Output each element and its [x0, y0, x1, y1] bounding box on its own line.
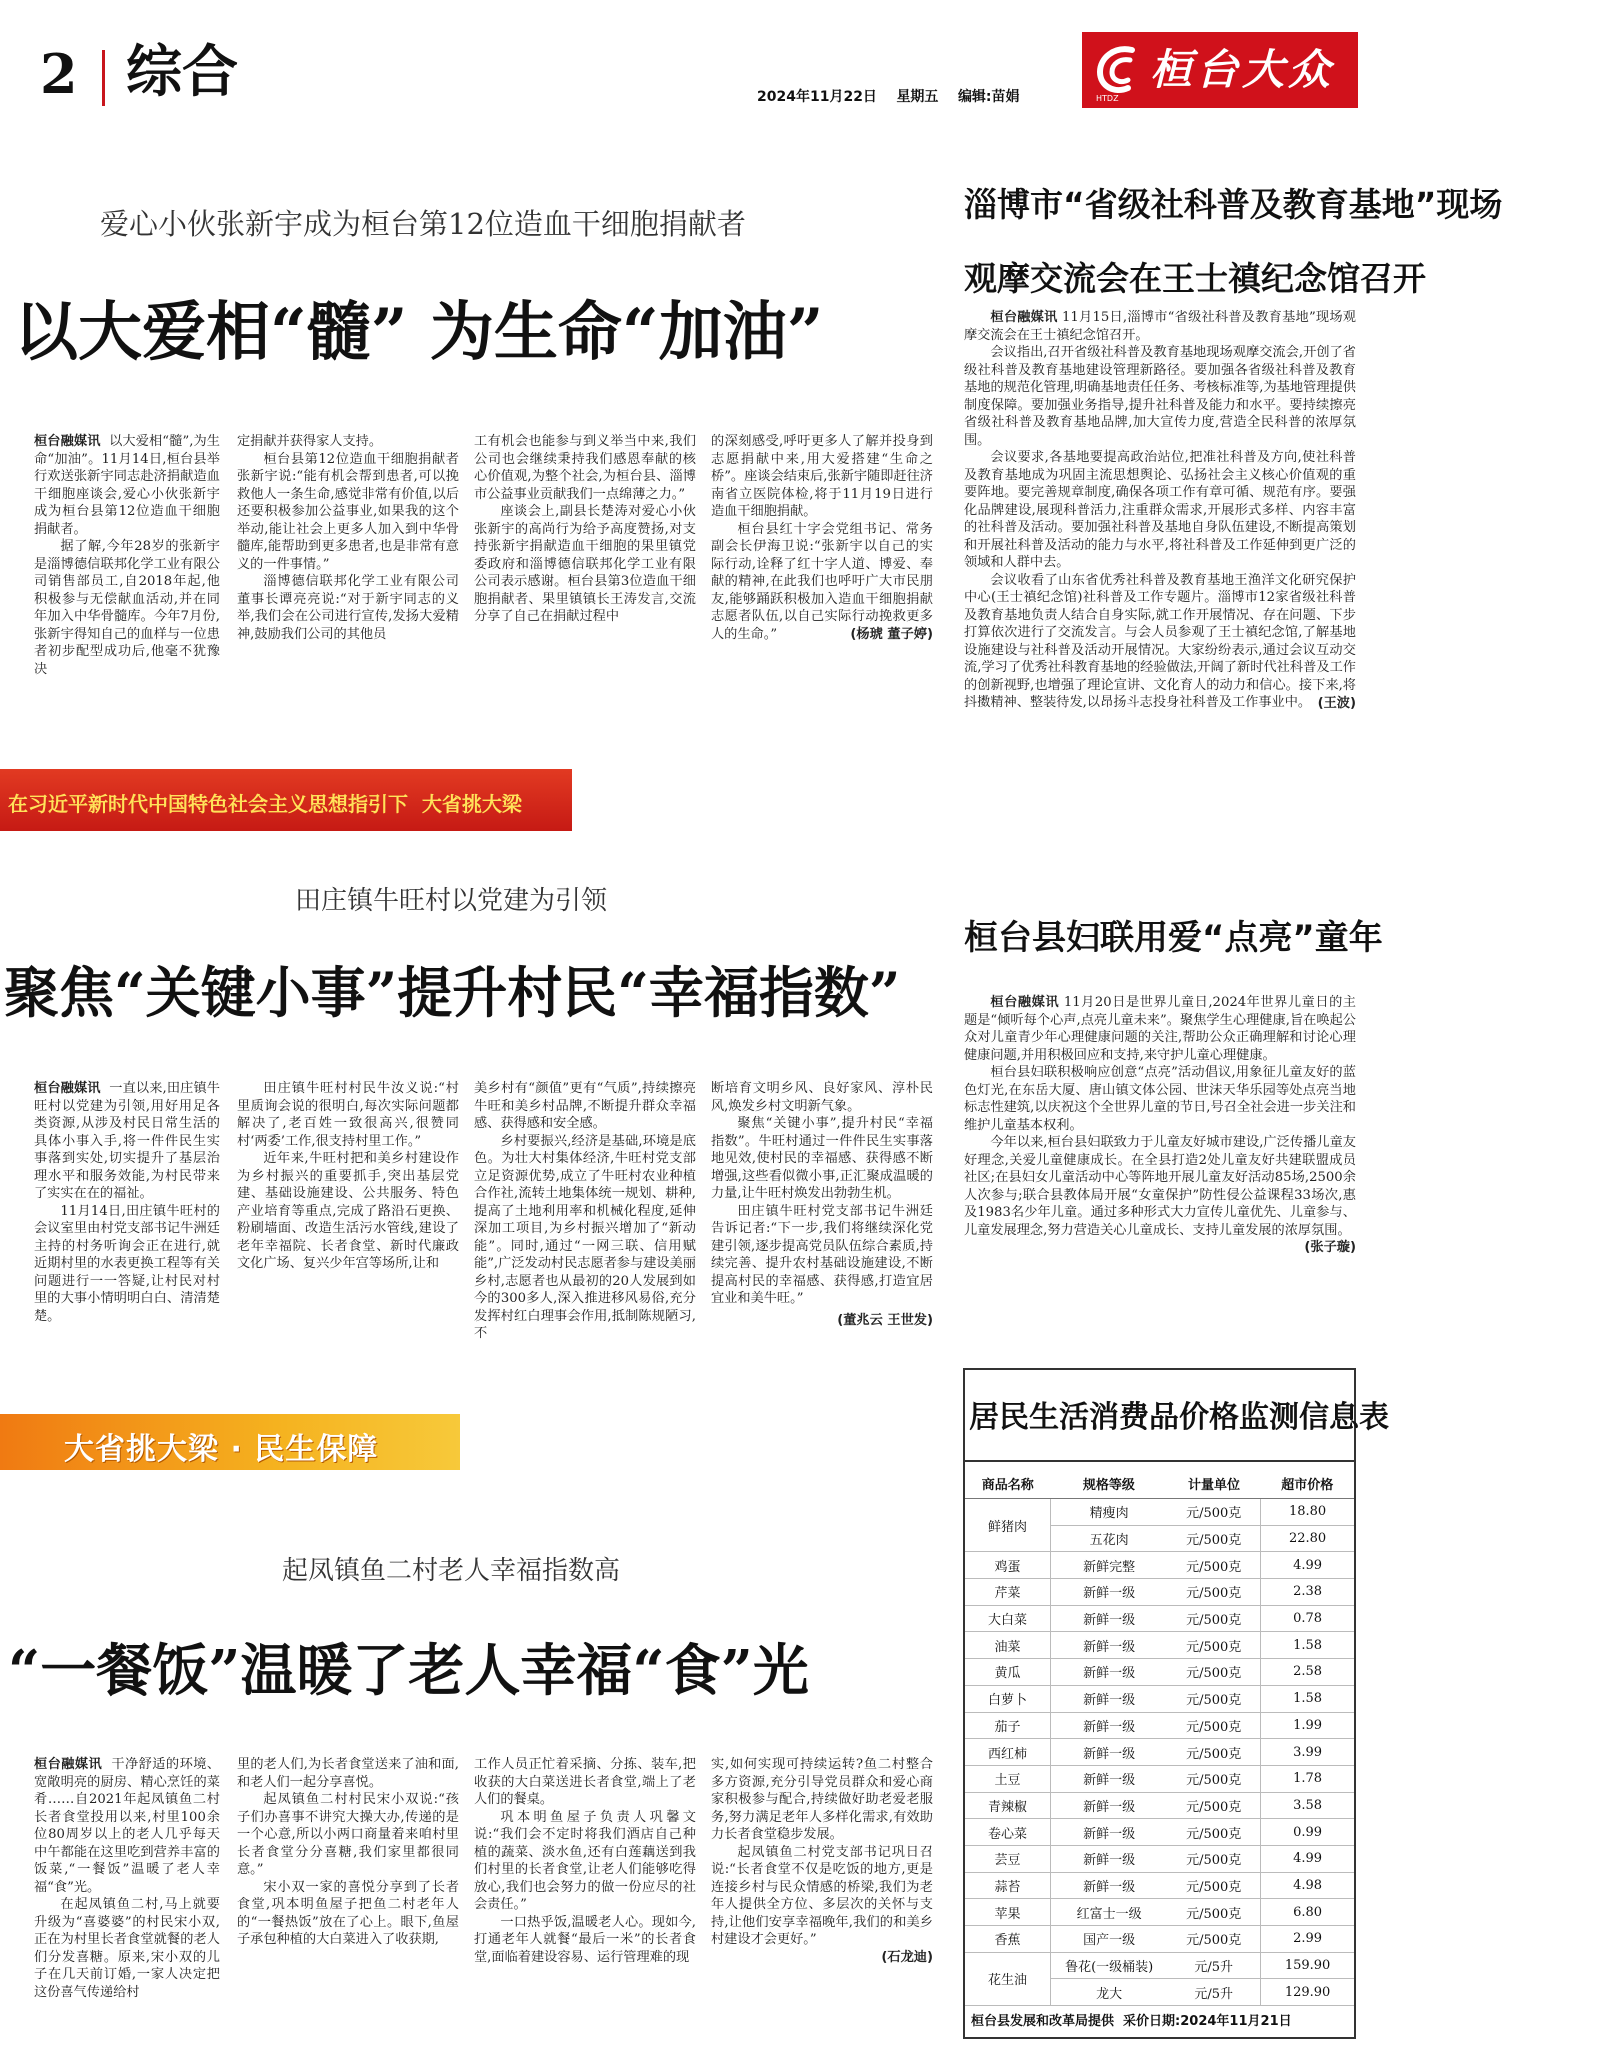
table-row: [965, 1845, 1354, 1872]
item-unit: 元/500克: [1167, 1872, 1260, 1899]
article3-para: 一口热乎饭,温暖老人心。现如今,打通老年人就餐“最后一米”的长者食堂,面临着建设容易、运行管理难的现: [474, 1914, 696, 1965]
table-row: [965, 1579, 1354, 1606]
item-price: 1.58: [1261, 1685, 1354, 1712]
price-table: [965, 1468, 1354, 2006]
article3-para: 里的老人们,为长者食堂送来了油和面,和老人们一起分享喜悦。: [237, 1757, 459, 1790]
item-unit: 元/500克: [1167, 1579, 1260, 1606]
article4-para: 会议要求,各基地要提高政治站位,把准社科普及方向,使社科普及教育基地成为巩固主流思想舆论、弘扬社会主义核心价值观的重要阵地。要完善规章制度,确保各项工作有章可循、规范有序。要强化品牌建设,展现科普活力,注重群众需求,开展形式多样、内容丰富的社科普及活动。要加强社科普及基地自身队伍建设,不断提高策划和开展社科普及活动的能力与水平,将社科普及工作延伸到更广泛的领域和人群中去。: [964, 450, 1356, 570]
section-name: 综合: [126, 40, 238, 105]
article4-para: 会议指出,召开省级社科普及教育基地现场观摩交流会,开创了省级社科普及教育基地建设管理新路径。要加强各省级社科普及教育基地的规范化管理,明确基地责任任务、考核标准等,为基地管理提供制度保障。要加强业务指导,提升社科普及能力和水平。要持续擦亮省级社科普及教育基地品牌,加大宣传力度,营造全民科普的浓厚氛围。: [964, 345, 1356, 448]
table-row: [965, 1926, 1354, 1953]
item-unit: 元/500克: [1167, 1845, 1260, 1872]
item-price: 2.38: [1261, 1579, 1354, 1606]
item-spec: 红富士一级: [1051, 1899, 1168, 1926]
article3-col-2: [237, 1756, 459, 1949]
price-table-box: [963, 1368, 1389, 2039]
article3-col-4: [711, 1756, 933, 1966]
item-price: 159.90: [1261, 1952, 1354, 1979]
article3-para: 实,如何实现可持续运转?鱼二村整合多方资源,充分引导党员群众和爱心商家积极参与配合,持续做好助老爱老服务,努力满足老年人多样化需求,有效助力长者食堂稳步发展。: [711, 1757, 933, 1842]
item-price: 129.90: [1261, 1979, 1354, 2006]
item-spec: 龙大: [1051, 1979, 1168, 2006]
item-spec: 新鲜一级: [1051, 1632, 1168, 1659]
item-name: 芹菜: [965, 1579, 1051, 1606]
item-unit: 元/500克: [1167, 1605, 1260, 1632]
item-spec: 新鲜一级: [1051, 1685, 1168, 1712]
item-spec: 新鲜一级: [1051, 1712, 1168, 1739]
article4-lead: 桓台融媒讯: [990, 310, 1058, 325]
column-header: 超市价格: [1261, 1468, 1354, 1499]
price-table-footer: 桓台县发展和改革局提供 采价日期:2024年11月21日: [971, 2014, 1292, 2029]
item-price: 4.99: [1261, 1552, 1354, 1579]
article2-col-2: [237, 1080, 459, 1273]
article1-para: 以大爱相“髓”,为生命“加油”。11月14日,桓台县举行欢送张新宇同志赴济捐献造血干细胞座谈会,爱心小伙张新宇成为桓台县第12位造血干细胞捐献者。: [34, 434, 220, 537]
item-unit: 元/500克: [1167, 1499, 1260, 1526]
article5-body: [964, 994, 1356, 1257]
policy-banner: [0, 769, 572, 831]
item-price: 2.58: [1261, 1659, 1354, 1686]
item-spec: 新鲜一级: [1051, 1792, 1168, 1819]
article2-para: 田庄镇牛旺村党支部书记牛洲廷告诉记者:“下一步,我们将继续深化党建引领,逐步提高党员队伍综合素质,持续完善、提升农村基础设施建设,不断提高村民的幸福感、获得感,打造宜居宜业和美牛旺。”: [711, 1203, 933, 1306]
item-unit: 元/500克: [1167, 1926, 1260, 1953]
table-row: [965, 1765, 1354, 1792]
issue-date: [757, 86, 1020, 106]
article3-para: 在起凤镇鱼二村,马上就要升级为“喜婆婆”的村民宋小双,正在为村里长者食堂就餐的老人们分发喜糖。原来,宋小双的儿子在几天前订婚,一家人决定把这份喜气传递给村: [34, 1897, 220, 2000]
item-unit: 元/500克: [1167, 1712, 1260, 1739]
item-spec: 新鲜一级: [1051, 1872, 1168, 1899]
article3-byline: (石龙迪): [881, 1949, 933, 1965]
article5-byline: (张子璇): [1304, 1240, 1356, 1255]
item-unit: 元/500克: [1167, 1659, 1260, 1686]
item-price: 4.99: [1261, 1845, 1354, 1872]
item-unit: 元/500克: [1167, 1632, 1260, 1659]
article1-para: 据了解,今年28岁的张新宇是淄博德信联邦化学工业有限公司销售部员工,自2018年起,他积极参与无偿献血活动,并在同年加入中华骨髓库。今年7月份,张新宇得知自己的血样与一位患者初步配型成功后,他毫不犹豫决: [34, 539, 220, 677]
item-price: 1.99: [1261, 1712, 1354, 1739]
article1-col-3: [474, 433, 696, 626]
item-spec: 新鲜一级: [1051, 1819, 1168, 1846]
article3-col-1: [34, 1756, 220, 2001]
item-spec: 新鲜一级: [1051, 1579, 1168, 1606]
item-spec: 精瘦肉: [1051, 1499, 1168, 1526]
article2-col-4: [711, 1080, 933, 1329]
article4-title: [964, 168, 1503, 316]
article3-para: 工作人员正忙着采摘、分拣、装车,把收获的大白菜送进长者食堂,端上了老人们的餐桌。: [474, 1757, 696, 1807]
item-unit: 元/500克: [1167, 1765, 1260, 1792]
logo-subtext: HTDZ: [1096, 94, 1119, 103]
article1-para: 桓台县第12位造血干细胞捐献者张新宇说:“能有机会帮到患者,可以挽救他人一条生命,感觉非常有价值,以后还要积极参加公益事业,如果我的这个举动,能让社会上更多人加入到中华骨髓库,能帮助到更多患者,也是非常有意义的一件事情。”: [237, 451, 459, 572]
masthead: [0, 0, 1360, 120]
article5-para: 11月20日是世界儿童日,2024年世界儿童日的主题是“倾听每个心声,点亮儿童未来”。聚焦学生心理健康,旨在唤起公众对儿童青少年心理健康问题的关注,帮助公众正确理解和讨论心理健康问题,并用积极回应和支持,来守护儿童心理健康。: [964, 995, 1356, 1063]
article3-title: “一餐饭”温暖了老人幸福“食”光: [8, 1638, 809, 1704]
article4-title-line: 淄博市“省级社科普及教育基地”现场: [964, 185, 1503, 224]
item-spec: 国产一级: [1051, 1926, 1168, 1953]
article2-lead: 桓台融媒讯: [34, 1081, 101, 1096]
article1-col-2: [237, 433, 459, 643]
logo-swirl-icon: [1092, 42, 1144, 98]
table-row: [965, 1632, 1354, 1659]
item-name: 鸡蛋: [965, 1552, 1051, 1579]
table-row: [965, 1792, 1354, 1819]
item-spec: 五花肉: [1051, 1525, 1168, 1552]
item-unit: 元/500克: [1167, 1685, 1260, 1712]
table-row: [965, 1952, 1354, 1979]
newspaper-logo: [1082, 32, 1358, 108]
article3-para: 起凤镇鱼二村村民宋小双说:“孩子们办喜事不讲究大操大办,传递的是一个心意,所以小两口商量着来咱村里长者食堂分分喜糖,我们家里都很同意。”: [237, 1792, 459, 1877]
article2-col-1: [34, 1080, 220, 1325]
table-row: [965, 1685, 1354, 1712]
column-header: 商品名称: [965, 1468, 1051, 1499]
editor: 编辑:苗娟: [957, 89, 1020, 105]
item-unit: 元/5升: [1167, 1952, 1260, 1979]
article4-byline: (王波): [1317, 695, 1356, 711]
article1-col-1: [34, 433, 220, 678]
price-table-body: [965, 1468, 1354, 2006]
item-unit: 元/500克: [1167, 1739, 1260, 1766]
item-price: 18.80: [1261, 1499, 1354, 1526]
table-row: [965, 1552, 1354, 1579]
article3-para: 巩本明鱼屋子负责人巩馨文说:“我们会不定时将我们酒店自己种植的蔬菜、淡水鱼,还有白莲藕送到我们村里的长者食堂,让老人们能够吃得放心,我们也会努力的做一份应尽的社会责任。”: [474, 1809, 696, 1912]
article2-byline: (董兆云 王世发): [837, 1312, 933, 1328]
column-header: 计量单位: [1167, 1468, 1260, 1499]
item-unit: 元/500克: [1167, 1525, 1260, 1552]
livelihood-banner: [0, 1414, 460, 1470]
item-price: 1.58: [1261, 1632, 1354, 1659]
item-spec: 新鲜一级: [1051, 1845, 1168, 1872]
item-spec: 新鲜一级: [1051, 1765, 1168, 1792]
item-unit: 元/500克: [1167, 1792, 1260, 1819]
item-name: 油菜: [965, 1632, 1051, 1659]
article4-para: 会议收看了山东省优秀社科普及教育基地王渔洋文化研究保护中心(王士禛纪念馆)社科普及工作专题片。淄博市12家省级社科普及教育基地负责人结合自身实际,就工作开展情况、存在问题、下步打算依次进行了交流发言。与会人员参观了王士禛纪念馆,了解基地设施建设与社科普及活动开展情况。大家纷纷表示,通过会议互动交流,学习了优秀社科教育基地的经验做法,开阔了新时代社科普及工作的创新视野,也增强了理论宣讲、文化育人的动力和信心。接下来,将抖擞精神、整装待发,以昂扬斗志投身社科普及工作事业中。: [964, 572, 1356, 710]
banner-text: 大省挑大梁 · 民生保障: [64, 1432, 379, 1467]
item-spec: 鲁花(一级桶装): [1051, 1952, 1168, 1979]
article2-para: 一直以来,田庄镇牛旺村以党建为引领,用好用足各类资源,从涉及村民日常生活的具体小事入手,将一件件民生实事落到实处,切实提升了基层治理水平和服务效能,为村民带来了实实在在的福祉。: [34, 1081, 220, 1201]
article1-col-4: [711, 433, 933, 644]
article2-para: 田庄镇牛旺村村民牛汝义说:“村里质询会说的很明白,每次实际问题都解决了,老百姓一致很高兴,很赞同村‘两委’工作,很支持村里工作。”: [237, 1081, 459, 1149]
price-table-title: 居民生活消费品价格监测信息表: [969, 1400, 1389, 1435]
article1-subtitle: 爱心小伙张新宇成为桓台第12位造血干细胞捐献者: [100, 207, 746, 241]
article1-byline: (杨琥 董子婷): [850, 627, 933, 642]
item-name: 西红柿: [965, 1739, 1051, 1766]
table-row: [965, 1659, 1354, 1686]
item-name: 土豆: [965, 1765, 1051, 1792]
article1-title: 以大爱相“髓” 为生命“加油”: [14, 295, 824, 370]
banner-text: 在习近平新时代中国特色社会主义思想指引下 大省挑大梁: [8, 792, 522, 816]
article2-para: 近年来,牛旺村把和美乡村建设作为乡村振兴的重要抓手,突出基层党建、基础设施建设、公共服务、特色产业培育等重点,完成了路沿石更换、粉刷墙面、改造生活污水管线,建设了老年幸福院、长者食堂、新时代廉政文化广场、复兴少年宫等场所,让和: [237, 1151, 459, 1271]
page-number: 2: [40, 42, 78, 106]
article2-para: 聚焦“关键小事”,提升村民“幸福指数”。牛旺村通过一件件民生实事落地见效,使村民的幸福感、获得感不断增强,这些看似微小事,正汇聚成温暖的力量,让牛旺村焕发出勃勃生机。: [711, 1116, 933, 1201]
article5-para: 桓台县妇联积极响应创意“点亮”活动倡议,用象征儿童友好的蓝色灯光,在东岳大厦、唐山镇文体公园、世沫天华乐园等处点亮当地标志性建筑,以庆祝这个全世界儿童的节日,号召全社会进一步关注和维护儿童基本权利。: [964, 1065, 1356, 1133]
item-name: 芸豆: [965, 1845, 1051, 1872]
item-name: 鲜猪肉: [965, 1499, 1051, 1552]
article2-title: 聚焦“关键小事”提升村民“幸福指数”: [4, 960, 901, 1025]
table-row: [965, 1819, 1354, 1846]
item-unit: 元/500克: [1167, 1819, 1260, 1846]
table-row: [965, 1739, 1354, 1766]
item-price: 3.58: [1261, 1792, 1354, 1819]
item-spec: 新鲜一级: [1051, 1605, 1168, 1632]
article4-title-line: 观摩交流会在王士禛纪念馆召开: [964, 259, 1426, 298]
item-price: 4.98: [1261, 1872, 1354, 1899]
article1-para: 淄博德信联邦化学工业有限公司董事长谭亮亮说:“对于新宇同志的义举,我们会在公司进行宣传,发扬大爱精神,鼓励我们公司的其他员: [237, 574, 459, 642]
article5-para: 今年以来,桓台县妇联致力于儿童友好城市建设,广泛传播儿童友好理念,关爱儿童健康成长。在全县打造2处儿童友好共建联盟成员社区;在县妇女儿童活动中心等阵地开展儿童友好活动85场,2500余人次参与;联合县教体局开展“女童保护”防性侵公益课程33场次,惠及1983名少年儿童。通过多种形式大力宣传儿童优先、儿童参与、儿童发展理念,努力营造关心儿童成长、支持儿童发展的浓厚氛围。: [964, 1135, 1356, 1238]
article1-para: 桓台县红十字会党组书记、常务副会长伊海卫说:“张新宇以自己的实际行动,诠释了红十字人道、博爱、奉献的精神,在此我们也呼吁广大市民朋友,能够踊跃积极加入造血干细胞捐献志愿者队伍,以自己实际行动挽救更多人的生命。”: [711, 521, 933, 642]
weekday: 星期五: [896, 89, 939, 105]
article2-para: 美乡村有“颜值”更有“气质”,持续擦亮牛旺和美乡村品牌,不断提升群众幸福感、获得感和安全感。: [474, 1081, 696, 1131]
article4-para: 11月15日,淄博市“省级社科普及教育基地”现场观摩交流会在王士禛纪念馆召开。: [964, 310, 1356, 343]
article5-title: 桓台县妇联用爱“点亮”童年: [964, 918, 1383, 958]
item-price: 0.78: [1261, 1605, 1354, 1632]
item-price: 6.80: [1261, 1899, 1354, 1926]
article3-col-3: [474, 1756, 696, 1966]
table-row: [965, 1872, 1354, 1899]
item-name: 卷心菜: [965, 1819, 1051, 1846]
item-name: 大白菜: [965, 1605, 1051, 1632]
table-row: [965, 1712, 1354, 1739]
item-spec: 新鲜一级: [1051, 1659, 1168, 1686]
item-name: 蒜苔: [965, 1872, 1051, 1899]
masthead-divider: [102, 50, 105, 106]
item-name: 花生油: [965, 1952, 1051, 2005]
column-header: 规格等级: [1051, 1468, 1168, 1499]
item-name: 香蕉: [965, 1926, 1051, 1953]
date: 2024年11月22日: [757, 89, 877, 105]
article1-lead: 桓台融媒讯: [34, 434, 101, 449]
article3-para: 干净舒适的环境、宽敞明亮的厨房、精心烹饪的菜肴……自2021年起凤镇鱼二村长者食堂投用以来,村里100余位80周岁以上的老人几乎每天中午都能在这里吃到营养丰富的饭菜,“一餐饭”温暖了老人幸福“食”光。: [34, 1757, 221, 1895]
logo-text: 桓台大众: [1150, 45, 1335, 94]
article1-para: 座谈会上,副县长楚涛对爱心小伙张新宇的高尚行为给予高度赞扬,对支持张新宇捐献造血干细胞的果里镇党委政府和淄博德信联邦化学工业有限公司表示感谢。桓台县第3位造血干细胞捐献者、果里镇镇长王涛发言,交流分享了自己在捐献过程中: [474, 504, 696, 624]
item-name: 青辣椒: [965, 1792, 1051, 1819]
table-row: [965, 1605, 1354, 1632]
article1-para: 定捐献并获得家人支持。: [237, 434, 383, 449]
item-unit: 元/500克: [1167, 1552, 1260, 1579]
item-price: 0.99: [1261, 1819, 1354, 1846]
article5-lead: 桓台融媒讯: [990, 995, 1060, 1010]
price-table-rule: [965, 1460, 1354, 1462]
article1-para: 的深刻感受,呼吁更多人了解并投身到志愿捐献中来,用大爱搭建“生命之桥”。座谈会结束后,张新宇随即赶往济南省立医院体检,将于11月19日进行造血干细胞捐献。: [711, 434, 933, 519]
article2-para: 断培育文明乡风、良好家风、淳朴民风,焕发乡村文明新气象。: [711, 1081, 933, 1114]
item-spec: 新鲜一级: [1051, 1739, 1168, 1766]
item-name: 苹果: [965, 1899, 1051, 1926]
item-price: 2.99: [1261, 1926, 1354, 1953]
table-header-row: [965, 1468, 1354, 1499]
article3-para: 宋小双一家的喜悦分享到了长者食堂,巩本明鱼屋子把鱼二村老年人的“一餐热饭”放在了心上。眼下,鱼屋子承包种植的大白菜进入了收获期,: [237, 1879, 459, 1947]
article2-para: 11月14日,田庄镇牛旺村的会议室里由村党支部书记牛洲廷主持的村务听询会正在进行,就近期村里的水表更换工程等有关问题进行一一答疑,让村民对村里的大事小情明明白白、清清楚楚。: [34, 1203, 220, 1324]
article2-para: 乡村要振兴,经济是基础,环境是底色。为壮大村集体经济,牛旺村党支部立足资源优势,成立了牛旺村农业种植合作社,流转土地集体统一规划、耕种,提高了土地利用率和机械化程度,延伸深加工项目,为乡村振兴增加了“新动能”。同时,通过“一网三联、信用赋能”,广泛发动村民志愿者参与建设美丽乡村,志愿者也从最初的20人发展到如今的300多人,深入推进移风易俗,充分发挥村红白理事会作用,抵制陈规陋习,不: [474, 1133, 696, 1341]
article3-lead: 桓台融媒讯: [34, 1757, 103, 1772]
item-name: 黄瓜: [965, 1659, 1051, 1686]
table-row: [965, 1899, 1354, 1926]
article2-subtitle: 田庄镇牛旺村以党建为引领: [295, 886, 608, 916]
price-table-rows: [965, 1499, 1354, 2006]
item-unit: 元/500克: [1167, 1899, 1260, 1926]
article1-para: 工有机会也能参与到义举当中来,我们公司也会继续秉持我们感恩奉献的核心价值观,为整个社会,为桓台县、淄博市公益事业贡献我们一点绵薄之力。”: [474, 434, 696, 502]
item-unit: 元/5升: [1167, 1979, 1260, 2006]
item-name: 茄子: [965, 1712, 1051, 1739]
table-row: [965, 1499, 1354, 1526]
item-price: 1.78: [1261, 1765, 1354, 1792]
item-spec: 新鲜完整: [1051, 1552, 1168, 1579]
article4-body: [964, 309, 1356, 712]
item-price: 22.80: [1261, 1525, 1354, 1552]
item-price: 3.99: [1261, 1739, 1354, 1766]
article2-col-3: [474, 1080, 696, 1343]
article3-subtitle: 起凤镇鱼二村老人幸福指数高: [282, 1556, 621, 1586]
item-name: 白萝卜: [965, 1685, 1051, 1712]
article3-para: 起凤镇鱼二村党支部书记巩日召说:“长者食堂不仅是吃饭的地方,更是连接乡村与民众情感的桥梁,我们为老年人提供全方位、多层次的关怀与支持,让他们安享幸福晚年,我们的和美乡村建设才会更好。”: [711, 1844, 933, 1947]
